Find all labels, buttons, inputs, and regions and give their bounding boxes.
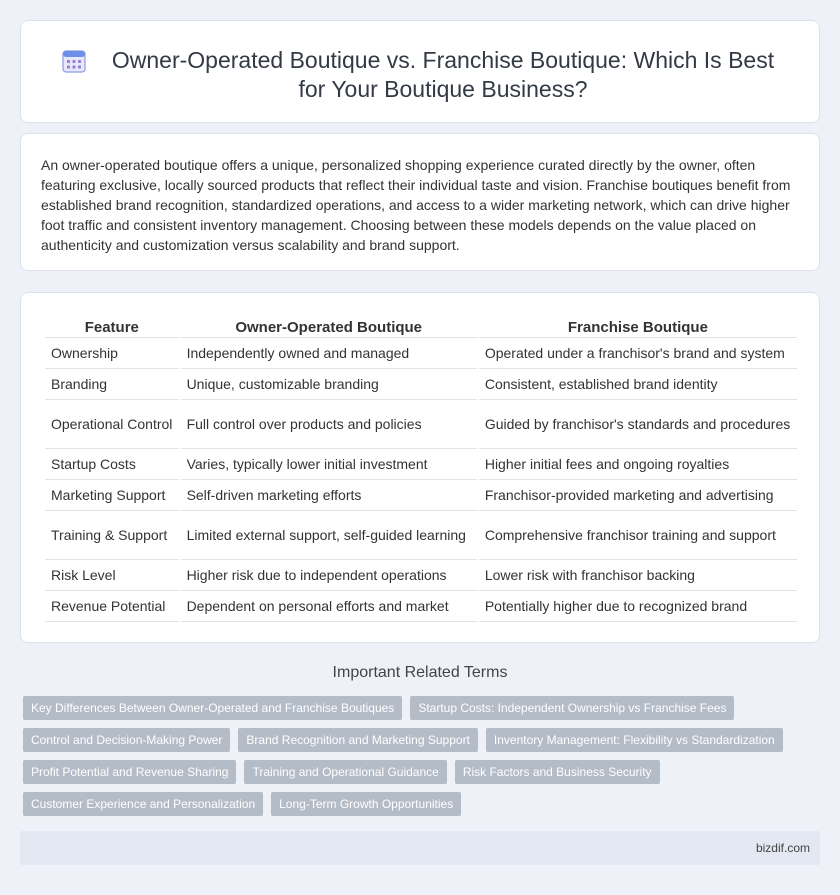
owner-cell: Independently owned and managed — [181, 338, 477, 369]
table-header-row — [45, 315, 797, 338]
related-term-chip[interactable]: Risk Factors and Business Security — [455, 760, 660, 784]
franchise-cell: Lower risk with franchisor backing — [479, 560, 797, 591]
related-term-chip[interactable]: Profit Potential and Revenue Sharing — [23, 760, 236, 784]
franchise-cell: Potentially higher due to recognized brand — [479, 591, 797, 622]
owner-cell: Self-driven marketing efforts — [181, 480, 477, 511]
franchise-cell: Guided by franchisor's standards and procedures — [479, 400, 797, 449]
owner-cell: Dependent on personal efforts and market — [181, 591, 477, 622]
related-terms-heading: Important Related Terms — [332, 664, 508, 681]
owner-cell: Unique, customizable branding — [181, 369, 477, 400]
franchise-cell: Higher initial fees and ongoing royalties — [479, 449, 797, 480]
intro-paragraph: An owner-operated boutique offers a unique, personalized shopping experience curated directly by the owner, often featuring exclusive, locally sourced products that reflect their individual taste and vision. Franchise boutiques benefit from established brand recognition, standardized operations, and access to a wider marketing network, which can drive higher foot traffic and consistent inventory management. Choosing between these models depends on the value placed on authenticity and customization versus scalability and brand support. — [41, 157, 791, 253]
related-term-chip[interactable]: Customer Experience and Personalization — [23, 792, 263, 816]
related-term-chip[interactable]: Control and Decision-Making Power — [23, 728, 230, 752]
franchise-cell: Consistent, established brand identity — [479, 369, 797, 400]
comparison-table — [43, 315, 799, 622]
intro-card — [20, 133, 820, 271]
header-owner-operated: Owner-Operated Boutique — [181, 315, 477, 338]
table-row — [45, 591, 797, 622]
feature-cell: Operational Control — [45, 400, 179, 449]
table-row — [45, 449, 797, 480]
title-card — [20, 20, 820, 123]
franchise-cell: Operated under a franchisor's brand and system — [479, 338, 797, 369]
owner-cell: Full control over products and policies — [181, 400, 477, 449]
table-row — [45, 369, 797, 400]
owner-cell: Higher risk due to independent operations — [181, 560, 477, 591]
table-row — [45, 400, 797, 449]
feature-cell: Ownership — [45, 338, 179, 369]
owner-cell: Varies, typically lower initial investment — [181, 449, 477, 480]
related-term-chip[interactable]: Training and Operational Guidance — [244, 760, 446, 784]
table-row — [45, 338, 797, 369]
related-term-chip[interactable]: Startup Costs: Independent Ownership vs Franchise Fees — [410, 696, 734, 720]
related-term-chip[interactable]: Key Differences Between Owner-Operated and Franchise Boutiques — [23, 696, 402, 720]
footer-site-link[interactable]: bizdif.com — [755, 841, 810, 855]
header-feature: Feature — [45, 315, 179, 338]
page-title: Owner-Operated Boutique vs. Franchise Boutique: Which Is Best for Your Boutique Business? — [111, 47, 775, 102]
related-term-chip[interactable]: Long-Term Growth Opportunities — [271, 792, 461, 816]
franchise-cell: Franchisor-provided marketing and advertising — [479, 480, 797, 511]
calendar-icon — [61, 48, 87, 74]
feature-cell: Branding — [45, 369, 179, 400]
feature-cell: Revenue Potential — [45, 591, 179, 622]
franchise-cell: Comprehensive franchisor training and support — [479, 511, 797, 560]
table-row — [45, 480, 797, 511]
feature-cell: Marketing Support — [45, 480, 179, 511]
footer — [20, 831, 820, 865]
table-row — [45, 560, 797, 591]
comparison-table-card — [20, 292, 820, 643]
owner-cell: Limited external support, self-guided learning — [181, 511, 477, 560]
feature-cell: Training & Support — [45, 511, 179, 560]
header-franchise: Franchise Boutique — [479, 315, 797, 338]
related-term-chip[interactable]: Inventory Management: Flexibility vs Standardization — [486, 728, 783, 752]
feature-cell: Startup Costs — [45, 449, 179, 480]
table-row — [45, 511, 797, 560]
related-terms-list — [23, 696, 813, 824]
feature-cell: Risk Level — [45, 560, 179, 591]
related-term-chip[interactable]: Brand Recognition and Marketing Support — [238, 728, 477, 752]
